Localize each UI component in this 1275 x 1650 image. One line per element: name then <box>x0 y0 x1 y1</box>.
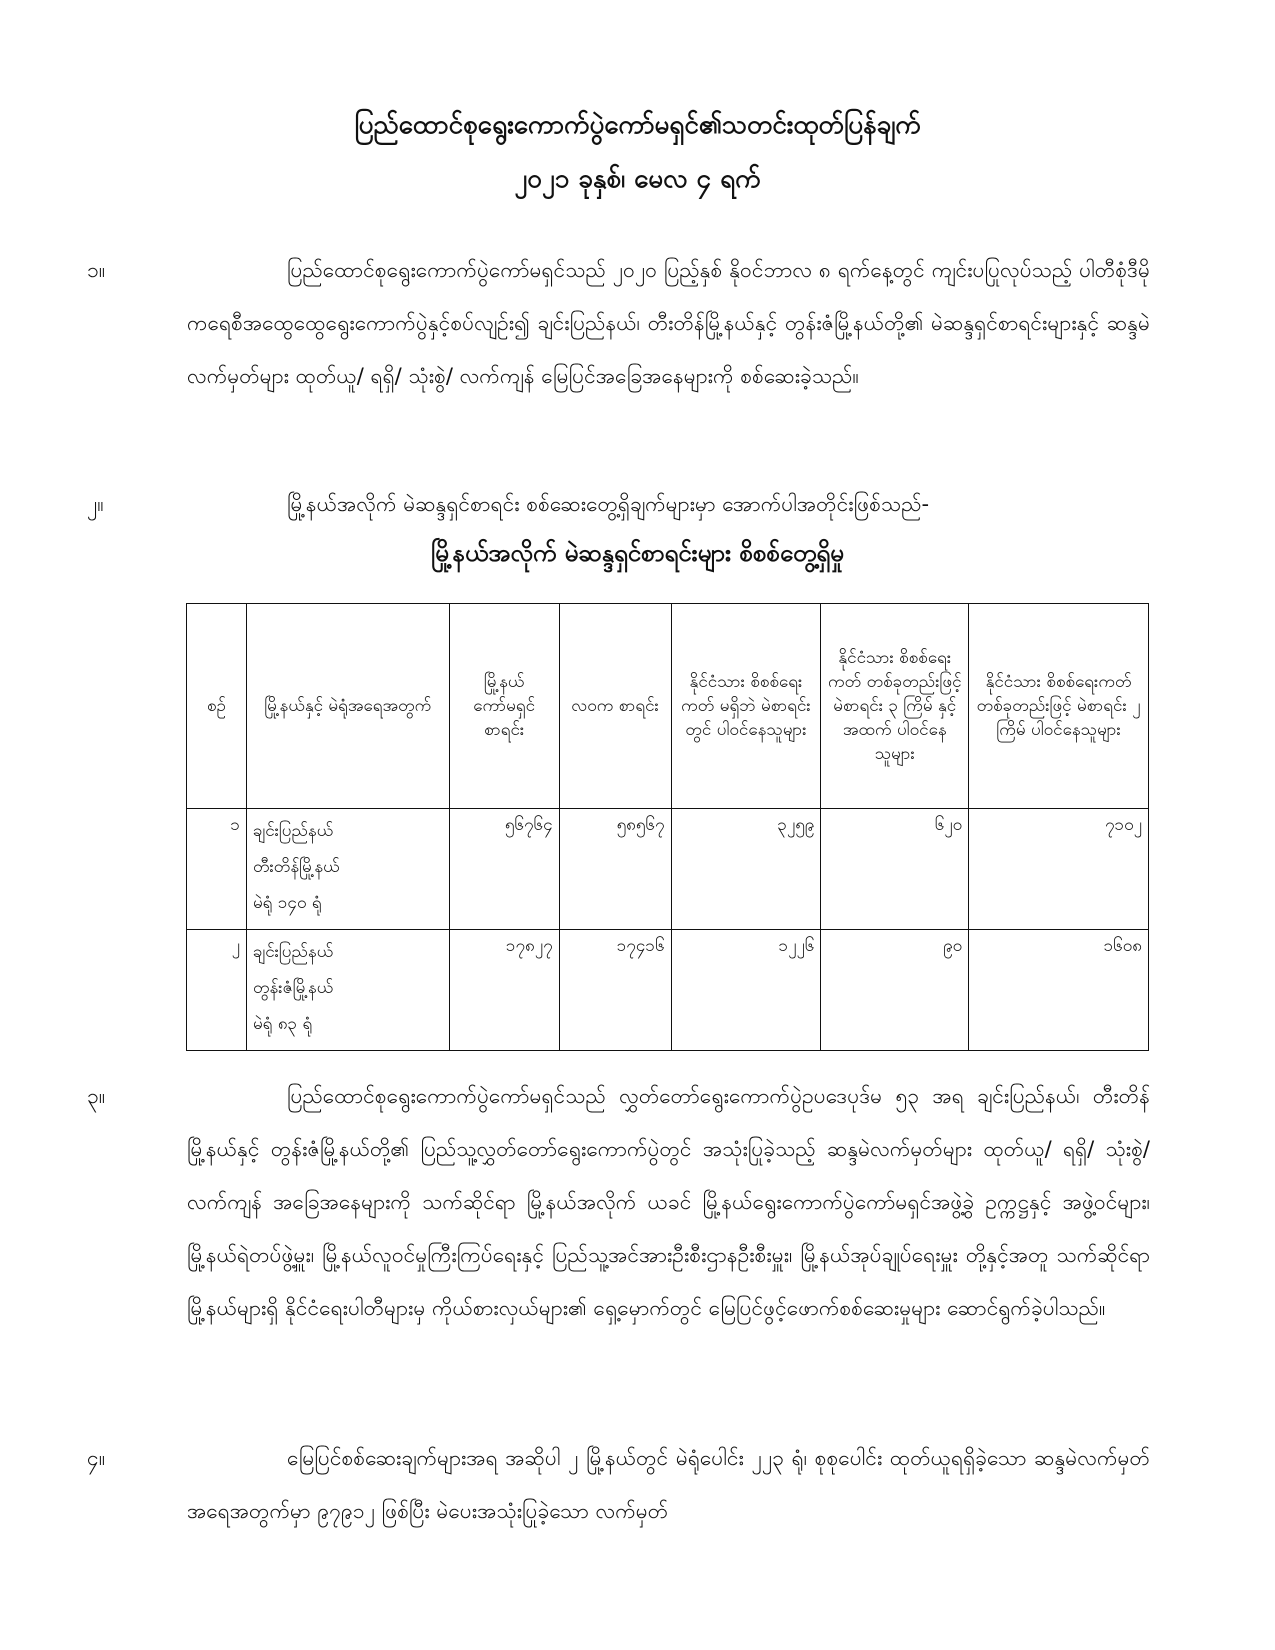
table-title: မြို့နယ်အလိုက် မဲဆန္ဒရှင်စာရင်းများ စိစစ်တွေ့ရှိမှု <box>431 539 844 567</box>
row-township <box>246 809 449 930</box>
state-name: ချင်းပြည်နယ် <box>252 942 334 962</box>
twice-count: ၇၁၀၂ <box>969 809 1149 930</box>
paragraph-2 <box>87 478 1150 531</box>
paragraph-text: ပြည်ထောင်စုရွေးကောက်ပွဲကော်မရှင်သည် လွှတ်တော်ရွေးကောက်ပွဲဥပဒေပုဒ်မ ၅၃ အရ ချင်းပြည်နယ်၊ တီးတိန်မြို့နယ်နှင့် တွန်းဇံမြို့နယ်တို့၏ ပြည်သူ့လွှတ်တော်ရွေးကောက်ပွဲတွင် အသုံးပြုခဲ့သည့် ဆန္ဒမဲလက်မှတ်များ ထုတ်ယူ/ ရရှိ/ သုံးစွဲ/ လက်ကျန် အခြေအနေများကို သက်ဆိုင်ရာ မြို့နယ်အလိုက် ယခင် မြို့နယ်ရွေးကောက်ပွဲကော်မရှင်အဖွဲ့ခွဲ ဥက္ကဋ္ဌနှင့် အဖွဲ့ဝင်များ၊ မြို့နယ်ရဲတပ်ဖွဲ့မှူး၊ မြို့နယ်လူဝင်မှုကြီးကြပ်ရေးနှင့် ပြည်သူ့အင်အားဦးစီးဌာနဦးစီးမှူး၊ မြို့နယ်အုပ်ချုပ်ရေးမှူး တို့နှင့်အတူ သက်ဆိုင်ရာ မြို့နယ်များရှိ နိုင်ငံရေးပါတီများမှ ကိုယ်စားလှယ်များ၏ ရှေ့မှောက်တွင် မြေပြင်ဖွင့်ဖောက်စစ်ဆေးမှုများ ဆောင်ရွက်ခဲ့ပါသည်။ <box>187 1084 1150 1320</box>
paragraph-text: မြေပြင်စစ်ဆေးချက်များအရ အဆိုပါ ၂ မြို့နယ်တွင် မဲရုံပေါင်း ၂၂၃ ရုံ၊ စုစုပေါင်း ထုတ်ယူရရှိခဲ့သော ဆန္ဒမဲလက်မှတ်အရေအတွက်မှာ ၉၇၉၁၂ ဖြစ်ပြီး မဲပေးအသုံးပြုခဲ့သော လက်မှတ် <box>187 1446 1150 1523</box>
table-header: မြို့နယ်နှင့် မဲရုံအရေအတွက် <box>246 604 449 809</box>
table-header: နိုင်ငံသား စိစစ်ရေးကတ် တစ်ခုတည်းဖြင့် မဲစာရင်း ၃ ကြိမ် နှင့် အထက် ပါဝင်နေသူများ <box>821 604 969 809</box>
township-name: တီးတိန်မြို့နယ် <box>252 857 340 877</box>
findings-table <box>186 603 1149 1051</box>
commission-count: ၁၇၈၂၇ <box>449 930 559 1051</box>
paragraph-1 <box>87 244 1150 403</box>
paragraph-3 <box>87 1070 1150 1335</box>
three-plus-count: ၆၂၀ <box>821 809 969 930</box>
paragraph-number: ၄။ <box>87 1446 106 1470</box>
three-plus-count: ၉၀ <box>821 930 969 1051</box>
paragraph-text: မြို့နယ်အလိုက် မဲဆန္ဒရှင်စာရင်း စစ်ဆေးတွေ့ရှိချက်များမှာ အောက်ပါအတိုင်းဖြစ်သည်- <box>287 492 930 516</box>
table-header: နိုင်ငံသား စိစစ်ရေးကတ် တစ်ခုတည်းဖြင့် မဲစာရင်း ၂ ကြိမ် ပါဝင်နေသူများ <box>969 604 1149 809</box>
lawaka-count: ၁၇၄၁၆ <box>559 930 671 1051</box>
paragraph-number: ၃။ <box>87 1084 106 1108</box>
paragraph-number: ၂။ <box>87 492 104 516</box>
row-serial: ၂ <box>187 930 247 1051</box>
table-header-row <box>187 604 1149 809</box>
table-row <box>187 809 1149 930</box>
no-card-count: ၁၂၂၆ <box>671 930 821 1051</box>
table-header: စဉ် <box>187 604 247 809</box>
document-date: ၂၀၂၁ ခုနှစ်၊ မေလ ၄ ရက် <box>514 164 761 194</box>
paragraph-text: ပြည်ထောင်စုရွေးကောက်ပွဲကော်မရှင်သည် ၂၀၂၀ ပြည့်နှစ် နိုဝင်ဘာလ ၈ ရက်နေ့တွင် ကျင်းပပြုလုပ်သည့် ပါတီစုံဒီမိုကရေစီအထွေထွေရွေးကောက်ပွဲနှင့်စပ်လျဉ်း၍ ချင်းပြည်နယ်၊ တီးတိန်မြို့နယ်နှင့် တွန်းဇံမြို့နယ်တို့၏ မဲဆန္ဒရှင်စာရင်းများနှင့် ဆန္ဒမဲလက်မှတ်များ ထုတ်ယူ/ ရရှိ/ သုံးစွဲ/ လက်ကျန် မြေပြင်အခြေအနေများကို စစ်ဆေးခဲ့သည်။ <box>187 258 1150 388</box>
paragraph-number: ၁။ <box>87 258 106 282</box>
commission-count: ၅၆၇၆၄ <box>449 809 559 930</box>
lawaka-count: ၅၈၅၆၇ <box>559 809 671 930</box>
polling-station-count: မဲရုံ ၈၃ ရုံ <box>252 1014 313 1034</box>
table-header: မြို့နယ် ကော်မရှင် စာရင်း <box>449 604 559 809</box>
table-header: လဝက စာရင်း <box>559 604 671 809</box>
polling-station-count: မဲရုံ ၁၄၀ ရုံ <box>252 893 322 913</box>
township-name: တွန်းဇံမြို့နယ် <box>252 978 334 998</box>
table-header: နိုင်ငံသား စိစစ်ရေးကတ် မရှိဘဲ မဲစာရင်းတွင် ပါဝင်နေသူများ <box>671 604 821 809</box>
no-card-count: ၃၂၅၉ <box>671 809 821 930</box>
paragraph-4 <box>87 1432 1150 1538</box>
table-row <box>187 930 1149 1051</box>
document-title: ပြည်ထောင်စုရွေးကောက်ပွဲကော်မရှင်၏သတင်းထုတ်ပြန်ချက် <box>354 110 921 140</box>
twice-count: ၁၆၀၈ <box>969 930 1149 1051</box>
row-serial: ၁ <box>187 809 247 930</box>
state-name: ချင်းပြည်နယ် <box>252 821 334 841</box>
row-township <box>246 930 449 1051</box>
